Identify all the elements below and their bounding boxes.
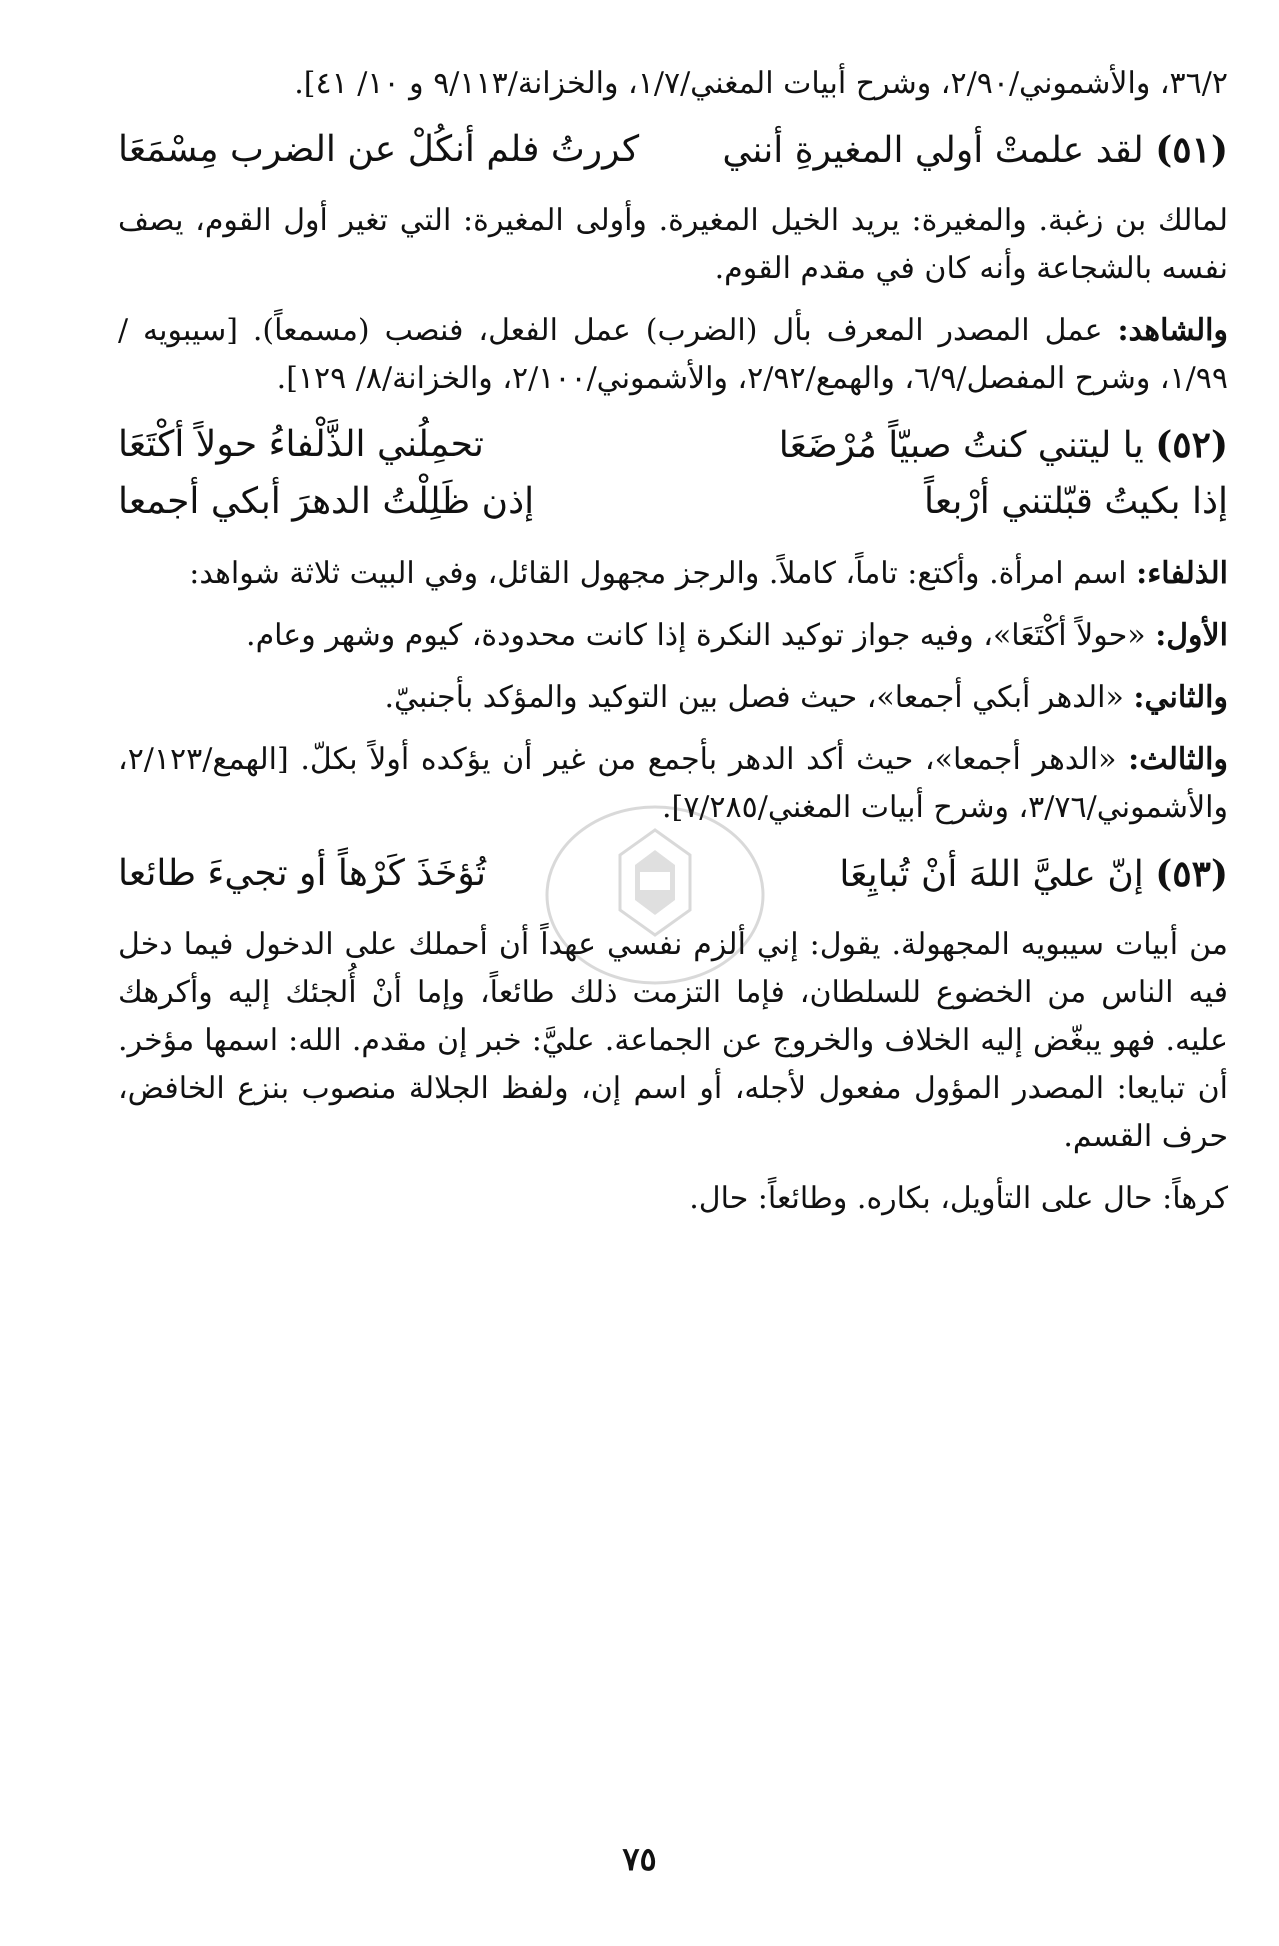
verse-line: [118, 417, 1228, 474]
verse-second-hemistich: تُؤخَذَ كَرْهاً أو تجيءَ طائعا: [118, 853, 487, 894]
verse-second-hemistich: تحمِلُني الذَّلْفاءُ حولاً أكْتَعَا: [118, 424, 484, 465]
verse-number: (٥٣): [1155, 853, 1228, 895]
verse-first-hemistich: إذا بكيتُ قبّلتني أرْبعاً: [924, 481, 1228, 522]
verse-52: [118, 417, 1228, 530]
verse-second-hemistich: كررتُ فلم أنكُلْ عن الضرب مِسْمَعَا: [118, 129, 640, 170]
verse-text: يا ليتني كنتُ صبيّاً مُرْضَعَا: [778, 425, 1144, 466]
library-seal-watermark: [540, 800, 770, 990]
commentary-53: من أبيات سيبويه المجهولة. يقول: إني ألزم نفسي عهداً أن أحملك على الدخول فيما دخل فيه الناس من الخضوع للسلطان، فإما التزمت ذلك طائعاً، وإما أنْ أُلجئك إليه وأكرهك عليه. فهو يبغّض إليه الخلاف والخروج عن الجماعة. عليَّ: خبر إن مقدم. الله: اسمها مؤخر. أن تبايعا: المصدر المؤول مفعول لأجله، أو اسم إن، ولفظ الجلالة منصوب بنزع الخافض، حرف القسم.: [118, 927, 1228, 1154]
shahid-51: [118, 307, 1228, 403]
paragraph-text: «الدهر أجمعا»، حيث أكد الدهر بأجمع من غير أن يؤكده أولاً بكلّ. [الهمع/٢/١٢٣، والأشموني/٣/٧٦، وشرح أبيات المغني/٧/٢٨٥].: [118, 742, 1228, 825]
paragraph-text: «حولاً أكْتَعَا»، وفيه جواز توكيد النكرة إذا كانت محدودة، كيوم وشهر وعام.: [246, 618, 1156, 653]
commentary-52: [118, 550, 1228, 598]
lead-label: والثالث:: [1128, 742, 1228, 777]
commentary-53-parsing: كرهاً: حال على التأويل، بكاره. وطائعاً: حال.: [689, 1181, 1228, 1216]
page-content: [118, 60, 1228, 1237]
lead-label: الأول:: [1155, 618, 1228, 653]
paragraph-text: اسم امرأة. وأكتع: تاماً، كاملاً. والرجز مجهول القائل، وفي البيت ثلاثة شواهد:: [189, 556, 1137, 591]
verse-number: (٥٢): [1155, 424, 1228, 466]
evidence-second: [118, 674, 1228, 722]
paragraph-text: «الدهر أبكي أجمعا»، حيث فصل بين التوكيد والمؤكد بأجنبيّ.: [384, 680, 1134, 715]
verse-text: لقد علمتْ أولي المغيرةِ أنني: [722, 130, 1144, 171]
lead-label: الذلفاء:: [1136, 556, 1228, 591]
lead-label: والثاني:: [1133, 680, 1228, 715]
verse-first-hemistich: [839, 846, 1228, 903]
lead-label: والشاهد:: [1117, 313, 1228, 348]
verse-first-hemistich: [722, 122, 1228, 179]
verse-number: (٥١): [1155, 129, 1228, 171]
verse-text: إنّ عليَّ اللهَ أنْ تُبايِعَا: [839, 854, 1144, 895]
footnote-ref-continuation: ٣٦/٢، والأشموني/٢/٩٠، وشرح أبيات المغني/١/٧، والخزانة/٩/١١٣ و ١٠/ ٤١].: [294, 66, 1228, 101]
page-number: ٧٥: [622, 1840, 657, 1878]
verse-second-hemistich: إذن ظَلِلْتُ الدهرَ أبكي أجمعا: [118, 481, 535, 522]
verse-51: [118, 122, 1228, 179]
verse-line: [118, 474, 1228, 530]
evidence-first: [118, 612, 1228, 660]
paragraph-text: عمل المصدر المعرف بأل (الضرب) عمل الفعل، فنصب (مسمعاً). [سيبويه /١/٩٩، وشرح المفصل/٦/٩، والهمع/٢/٩٢، والأشموني/٢/١٠٠، والخزانة/٨/ ١٢٩].: [118, 313, 1228, 396]
verse-first-hemistich: [779, 417, 1228, 474]
commentary-51: لمالك بن زغبة. والمغيرة: يريد الخيل المغيرة. وأولى المغيرة: التي تغير أول القوم، يصف نفسه بالشجاعة وأنه كان في مقدم القوم.: [118, 203, 1228, 286]
